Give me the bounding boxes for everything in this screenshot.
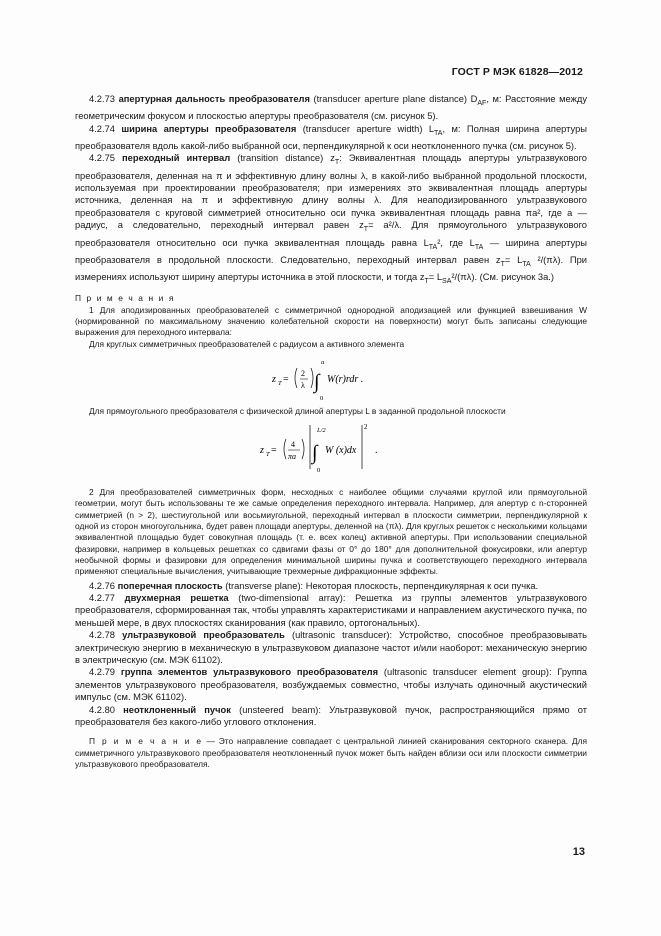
formula-body: W(r)rdr . [327, 373, 364, 385]
formula-num: 4 [291, 440, 295, 450]
formula-lhs-sub: T [278, 379, 282, 387]
note-1-circular: Для круглых симметричных преобразователей с радиусом a активного элемента [89, 338, 405, 349]
term: двухмерная решетка [124, 592, 229, 603]
clause-4-2-78: 4.2.78 ультразвуковой преобразователь (ultrasonic transducer): Устройство, способное преобразовывать электрическую энергию в механическую в ультразвуковом диапазоне частот и/или наоборот: механическую энергию в электрическую (см. МЭК 61102). [75, 630, 587, 665]
term: ширина апертуры преобразователя [121, 123, 297, 134]
note-2: 2 Для преобразователей симметричных форм, несходных с наиболее общими случаями круглой или прямоугольной геометрии, могут быть использованы те же самые определения переходного интервала. Например, для апертур с n-сторонней симметрией (n > 2), шестиугольной или восьмиугольной, переходный интервал в плоскости симметрии, перпендикулярной к одной из сторон многоугольника, будет равен площади апертуры, деленной на (πλ). Для круглых решеток с несколькими кольцами эквивалентной площадью будет совокупная площадь (т. е. всех колец) активной апертуры. При использовании специальной фазировки, например в кольцевых решетках со сдвигами фазы от 0° до 180° для дополнительной фокусировки, или апертур необычной формы и фазировки для определения минимальной ширины пучка и соответствующего переходного интервала применяют специальные вычисления, учитывающие трехмерные дифракционные эффекты. [75, 487, 587, 577]
clause-4-2-80: 4.2.80 неотклоненный пучок (unsteered beam): Ультразвуковой пучок, распространяющийся прямо от преобразователя без какого-либо углового отклонения. [75, 704, 587, 728]
formula-den: λ [301, 380, 305, 390]
integral-sign: ∫ [312, 442, 318, 465]
formula-circular [75, 350, 587, 406]
integral-upper: a [321, 358, 325, 366]
term: неотклоненный пучок [123, 704, 231, 715]
notes-heading: П р и м е ч а н и я [75, 293, 175, 304]
clause-4-2-74: 4.2.74 ширина апертуры преобразователя (transducer aperture width) $L_{TA}$, м: Полная ширина апертуры преобразователя вдоль какой-либо выбранной оси, перпендикулярной к оси неотклоненного пучка (см. рисунок 5). [75, 123, 587, 151]
formula-lhs-sub: T [266, 451, 270, 459]
standard-header: ГОСТ Р МЭК 61828—2012 [451, 66, 583, 78]
formula-rectangular [75, 417, 587, 479]
formula-lhs: z [272, 373, 276, 385]
note-1: 1 Для аподизированных преобразователей с симметричной однородной аподизацией или функцией взвешивания W (нормированной по максимальному значению колебательной скорости на поверхности) могут быть записаны следующие выражения для переходного интервала: [75, 304, 587, 338]
term: поперечная плоскость [117, 580, 223, 591]
clause-4-2-76: 4.2.76 поперечная плоскость (transverse plane): Некоторая плоскость, перпендикулярная к оси пучка. [89, 580, 539, 591]
integral-lower: 0 [320, 394, 324, 402]
term: ультразвуковой преобразователь [122, 630, 285, 641]
formula-eq: = [283, 373, 289, 385]
formula-dot: . [375, 445, 378, 457]
clause-4-2-77: 4.2.77 двухмерная решетка (two-dimensional array): Решетка из группы элементов ультразвукового преобразователя, сформированная так, чтобы управлять характеристиками и направлением акустического пучка, по меньшей мере, в двух плоскостях сканирования (как правило, ортогональных). [75, 592, 587, 628]
page-content [75, 93, 587, 770]
formula-body: W (x)dx [325, 445, 357, 457]
formula-eq: = [271, 445, 277, 457]
note-final: П р и м е ч а н и е — Это направление совпадает с центральной линией сканирования секторного сканера. Для симметричного ультразвукового преобразователя неотклоненный пучок может быть найден вблизи оси или плоскости симметрии ультразвукового преобразователя. [75, 736, 587, 770]
clause-4-2-79: 4.2.79 группа элементов ультразвукового преобразователя (ultrasonic transducer element group): Группа элементов ультразвукового преобразователя, возбуждаемых совместно, чтобы излучать одиночный акустический импульс (см. МЭК 61102). [75, 667, 588, 703]
formula-power: 2 [364, 423, 368, 432]
page-number: 13 [572, 846, 585, 858]
note-1-rectangular: Для прямоугольного преобразователя с физической длиной апертуры L в заданной продольной плоскости [89, 405, 506, 416]
integral-upper: L/2 [317, 427, 326, 435]
integral-lower: 0 [317, 467, 321, 475]
clause-4-2-75: 4.2.75 переходный интервал (transition distance) $z_T$: Эквивалентная площадь апертуры ультразвукового преобразователя, деленная на π и эффективную длину волны λ, в какой-либо выбранной продольной плоскости, используемая при проектировании преобразователя; при измерениях это эквивалентная площадь апертуры источника, деленная на π и эффективную длину волны λ. Для неаподизированного ультразвукового преобразователя с круговой симметрией относительно оси пучка эквивалентная площадь равна πa², где a — радиус, а следовательно, переходный интервал равен $z_T= a^2/\lambda$. Для прямоугольного ультразвукового преобразователя относительно оси пучка эквивалентная площадь равна $L_{TA}^2$, где $L_{TA}$ — ширина апертуры преобразователя в продольной плоскости. Следовательно, переходный интервал равен $z_T= L_{TA}$ ²/(πλ). При измерениях используют ширину апертуры источника в этой плоскости, и тогда $z_T= L_{SA}^2/(\pi\lambda)$. (См. рисунок 3а.) [75, 153, 588, 285]
formula-den: πa [288, 452, 297, 462]
formula-lhs: z [260, 445, 264, 457]
formula-num: 2 [301, 368, 305, 378]
integral-sign: ∫ [314, 370, 320, 393]
term: группа элементов ультразвукового преобразователя [120, 667, 379, 678]
term: переходный интервал [122, 153, 231, 164]
term: апертурная дальность преобразователя [118, 94, 310, 104]
clause-4-2-73: 4.2.73 апертурная дальность преобразователя (transducer aperture plane distance) $D_{AF}$, м: Расстояние между геометрическим фокусом и плоскостью апертуры преобразователя (см. рисунок 5). [75, 94, 588, 122]
